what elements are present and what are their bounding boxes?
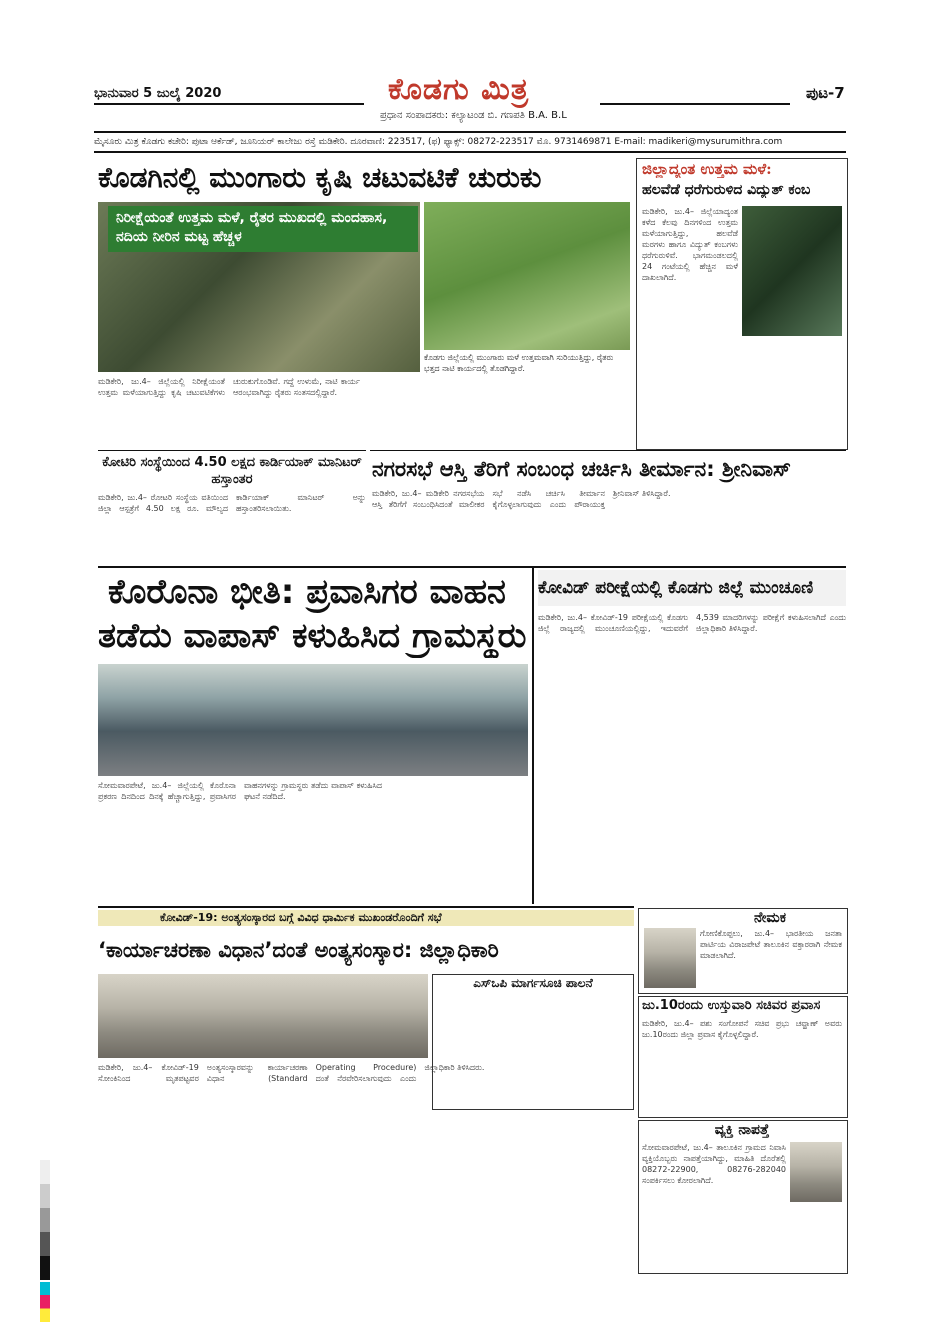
story6-kicker: ಕೋವಿಡ್-19: ಅಂತ್ಯಸಂಸ್ಕಾರದ ಬಗ್ಗೆ ವಿವಿಧ ಧಾರ್ಮಿಕ ಮುಖಂಡರೊಂದಿಗೆ ಸಭೆ: [160, 911, 442, 924]
story3-headline: ನಗರಸಭೆ ಆಸ್ತಿ ತೆರಿಗೆ ಸಂಬಂಧ ಚರ್ಚಿಸಿ ತೀರ್ಮಾನ: ಶ್ರೀನಿವಾಸ್: [372, 457, 791, 481]
sidebar-missing-title: ವ್ಯಕ್ತಿ ನಾಪತ್ತೆ: [714, 1122, 770, 1138]
story2-headline: ಕೋಟಿರಿ ಸಂಸ್ಥೆಯಿಂದ 4.50 ಲಕ್ಷದ ಕಾರ್ಡಿಯಾಕ್ ಮಾನಿಟರ್ ಹಸ್ತಾಂತರ: [102, 455, 362, 487]
story1-caption: ಕೊಡಗು ಜಿಲ್ಲೆಯಲ್ಲಿ ಮುಂಗಾರು ಮಳೆ ಉತ್ತಮವಾಗಿ ಸುರಿಯುತ್ತಿದ್ದು, ರೈತರು ಭತ್ತದ ನಾಟಿ ಕಾರ್ಯದಲ್ಲಿ ತೊಡಗಿದ್ದಾರೆ.: [424, 353, 614, 373]
story1-headline: ಕೊಡಗಿನಲ್ಲಿ ಮುಂಗಾರು ಕೃಷಿ ಚಟುವಟಿಕೆ ಚುರುಕು: [98, 158, 630, 198]
story4-body: ಸೋಮವಾರಪೇಟೆ, ಜು.4– ಜಿಲ್ಲೆಯಲ್ಲಿ ಕೊರೊನಾ ಪ್ರಕರಣ ದಿನದಿಂದ ದಿನಕ್ಕೆ ಹೆಚ್ಚಾಗುತ್ತಿದ್ದು, ಪ್ರವಾಸಿಗರ ವಾಹನಗಳನ್ನು ಗ್ರಾಮಸ್ಥರು ತಡೆದು ವಾಪಾಸ್ ಕಳುಹಿಸಿದ ಘಟನೆ ನಡೆದಿದೆ.: [98, 781, 382, 801]
story5-body: ಮಡಿಕೇರಿ, ಜು.4– ಕೋವಿಡ್-19 ಪರೀಕ್ಷೆಯಲ್ಲಿ ಕೊಡಗು ಜಿಲ್ಲೆ ರಾಜ್ಯದಲ್ಲಿ ಮುಂಚೂಣಿಯಲ್ಲಿದ್ದು, ಇದುವರೆಗೆ 4,539 ಮಾದರಿಗಳನ್ನು ಪರೀಕ್ಷೆಗೆ ಕಳುಹಿಸಲಾಗಿದೆ ಎಂದು ಜಿಲ್ಲಾಧಿಕಾರಿ ತಿಳಿಸಿದ್ದಾರೆ.: [538, 613, 846, 633]
story6-photo-meeting: [98, 974, 428, 1058]
story2-body: ಮಡಿಕೇರಿ, ಜು.4– ರೋಟರಿ ಸಂಸ್ಥೆಯ ವತಿಯಿಂದ ಜಿಲ್ಲಾ ಆಸ್ಪತ್ರೆಗೆ 4.50 ಲಕ್ಷ ರೂ. ಮೌಲ್ಯದ ಕಾರ್ಡಿಯಾಕ್ ಮಾನಿಟರ್ ಅನ್ನು ಹಸ್ತಾಂತರಿಸಲಾಯಿತು.: [98, 493, 366, 513]
story6-box-title: ಎಸ್‌ಒಪಿ ಮಾರ್ಗಸೂಚಿ ಪಾಲನೆ: [473, 976, 593, 990]
story6-headline: ‘ಕಾರ್ಯಾಚರಣಾ ವಿಧಾನ’ದಂತೆ ಅಂತ್ಯಸಂಸ್ಕಾರ: ಜಿಲ್ಲಾಧಿಕಾರಿ: [98, 938, 499, 962]
page-number: ಪುಟ-7: [806, 84, 845, 102]
masthead-rule-left: [94, 103, 364, 105]
story4-headline-line2: ತಡೆದು ವಾಪಾಸ್ ಕಳುಹಿಸಿದ ಗ್ರಾಮಸ್ಥರು: [98, 616, 527, 656]
story3-top-rule: [370, 450, 846, 451]
sidebar1-title: ಜಿಲ್ಲಾದ್ಯಂತ ಉತ್ತಮ ಮಳೆ:: [642, 160, 772, 178]
story2-top-rule: [98, 450, 366, 451]
story4-headline-line1: ಕೊರೊನಾ ಭೀತಿ: ಪ್ರವಾಸಿಗರ ವಾಹನ: [108, 572, 506, 612]
story6-top-rule: [98, 906, 634, 908]
print-cmy-bar: [40, 1282, 50, 1322]
sidebar-nemaka-title: ನೇಮಕ: [754, 910, 786, 926]
story4-top-rule: [98, 566, 846, 568]
sidebar-missing-photo: [790, 1142, 842, 1202]
sidebar1-subtitle: ಹಲವೆಡೆ ಧರೆಗುರುಳಿದ ವಿದ್ಯುತ್ ಕಂಬ: [642, 182, 811, 198]
sidebar-travel-body: ಮಡಿಕೇರಿ, ಜು.4– ಪಶು ಸಂಗೋಪನೆ ಸಚಿವ ಪ್ರಭು ಚವ್ಹಾಣ್ ಅವರು ಜು.10ರಂದು ಜಿಲ್ಲಾ ಪ್ರವಾಸ ಕೈಗೊಳ್ಳಲಿದ್ದಾರೆ.: [642, 1019, 842, 1039]
sidebar-missing-body: ಸೋಮವಾರಪೇಟೆ, ಜು.4– ತಾಲೂಕಿನ ಗ್ರಾಮದ ನಿವಾಸಿ ವ್ಯಕ್ತಿಯೊಬ್ಬರು ನಾಪತ್ತೆಯಾಗಿದ್ದು, ಮಾಹಿತಿ ದೊರೆತಲ್ಲಿ 08272-22900, 08276-282040 ಸಂಪರ್ಕಿಸಲು ಕೋರಲಾಗಿದೆ.: [642, 1143, 786, 1185]
sidebar-travel-title: ಜು.10ರಂದು ಉಸ್ತುವಾರಿ ಸಚಿವರ ಪ್ರವಾಸ: [642, 998, 821, 1013]
story1-body: ಮಡಿಕೇರಿ, ಜು.4– ಜಿಲ್ಲೆಯಲ್ಲಿ ನಿರೀಕ್ಷೆಯಂತೆ ಉತ್ತಮ ಮಳೆಯಾಗುತ್ತಿದ್ದು ಕೃಷಿ ಚಟುವಟಿಕೆಗಳು ಚುರುಕುಗೊಂಡಿವೆ. ಗದ್ದೆ ಉಳುಮೆ, ನಾಟಿ ಕಾರ್ಯ ಆರಂಭವಾಗಿದ್ದು ರೈತರು ಸಂತಸದಲ್ಲಿದ್ದಾರೆ.: [98, 377, 360, 397]
story6-body: ಮಡಿಕೇರಿ, ಜು.4– ಕೋವಿಡ್-19 ಸೋಂಕಿನಿಂದ ಮೃತಪಟ್ಟವರ ಅಂತ್ಯಸಂಸ್ಕಾರವನ್ನು ಕಾರ್ಯಾಚರಣಾ ವಿಧಾನ (Standard Operating Procedure) ದಂತೆ ನೆರವೇರಿಸಲಾಗುವುದು ಎಂದು ಜಿಲ್ಲಾಧಿಕಾರಿ ತಿಳಿಸಿದರು.: [98, 1063, 485, 1083]
sidebar-nemaka-photo: [644, 928, 696, 988]
newspaper-logo: ಕೊಡಗು ಮಿತ್ರ: [388, 72, 530, 107]
editor-line: ಪ್ರಧಾನ ಸಂಪಾದಕರು: ಕಲ್ಯಾಟಂಡ ಬಿ. ಗಣಪತಿ B.A. B.L: [380, 110, 567, 121]
sidebar1-body: ಮಡಿಕೇರಿ, ಜು.4– ಜಿಲ್ಲೆಯಾದ್ಯಂತ ಕಳೆದ ಕೆಲವು ದಿನಗಳಿಂದ ಉತ್ತಮ ಮಳೆಯಾಗುತ್ತಿದ್ದು, ಹಲವೆಡೆ ಮರಗಳು ಹಾಗೂ ವಿದ್ಯುತ್ ಕಂಬಗಳು ಧರೆಗುರುಳಿವೆ. ಭಾಗಮಂಡಲದಲ್ಲಿ 24 ಗಂಟೆಯಲ್ಲಿ ಹೆಚ್ಚಿನ ಮಳೆ ದಾಖಲಾಗಿದೆ.: [642, 207, 738, 282]
sidebar-nemaka-body: ಗೋಣಿಕೊಪ್ಪಲು, ಜು.4– ಭಾರತೀಯ ಜನತಾ ಪಾರ್ಟಿಯ ವಿರಾಜಪೇಟೆ ತಾಲೂಕಿನ ವಕ್ತಾರರಾಗಿ ನೇಮಕ ಮಾಡಲಾಗಿದೆ.: [700, 929, 842, 960]
story1-photo-paddy-planting: [424, 202, 630, 350]
contact-info-bar: ಮೈಸೂರು ಮಿತ್ರ ಕೊಡಗು ಕಚೇರಿ: ಪುಟಾ ಆರ್ಕೆಡ್, ಜೂನಿಯರ್ ಕಾಲೇಜು ರಸ್ತೆ ಮಡಿಕೇರಿ. ದೂರವಾಣಿ: 223517, (ಫ) ಫ್ಯಾಕ್ಸ್: 08272-223517 ಮೊ. 9731469871 E-mail: madikeri@mysurumithra.com: [94, 131, 846, 153]
sidebar1-photo-fallen-pole: [742, 206, 842, 336]
masthead-rule-right: [600, 103, 790, 105]
story5-headline: ಕೋವಿಡ್ ಪರೀಕ್ಷೆಯಲ್ಲಿ ಕೊಡಗು ಜಿಲ್ಲೆ ಮುಂಚೂಣಿ: [538, 570, 846, 606]
story3-body: ಮಡಿಕೇರಿ, ಜು.4– ಮಡಿಕೇರಿ ನಗರಸಭೆಯ ಆಸ್ತಿ ತೆರಿಗೆಗೆ ಸಂಬಂಧಿಸಿದಂತೆ ಮಾಲೀಕರ ಸಭೆ ನಡೆಸಿ ಚರ್ಚಿಸಿ ತೀರ್ಮಾನ ಕೈಗೊಳ್ಳಲಾಗುವುದು ಎಂದು ಪೌರಾಯುಕ್ತ ಶ್ರೀನಿವಾಸ್ ತಿಳಿಸಿದ್ದಾರೆ.: [372, 489, 671, 509]
issue-date: ಭಾನುವಾರ 5 ಜುಲೈ 2020: [94, 86, 222, 101]
print-color-bar: [40, 1160, 50, 1280]
story4-photo-villagers: [98, 664, 528, 776]
story5-divider: [532, 568, 534, 904]
story1-subhead: ನಿರೀಕ್ಷೆಯಂತೆ ಉತ್ತಮ ಮಳೆ, ರೈತರ ಮುಖದಲ್ಲಿ ಮಂದಹಾಸ, ನದಿಯ ನೀರಿನ ಮಟ್ಟ ಹೆಚ್ಚಳ: [108, 206, 418, 252]
